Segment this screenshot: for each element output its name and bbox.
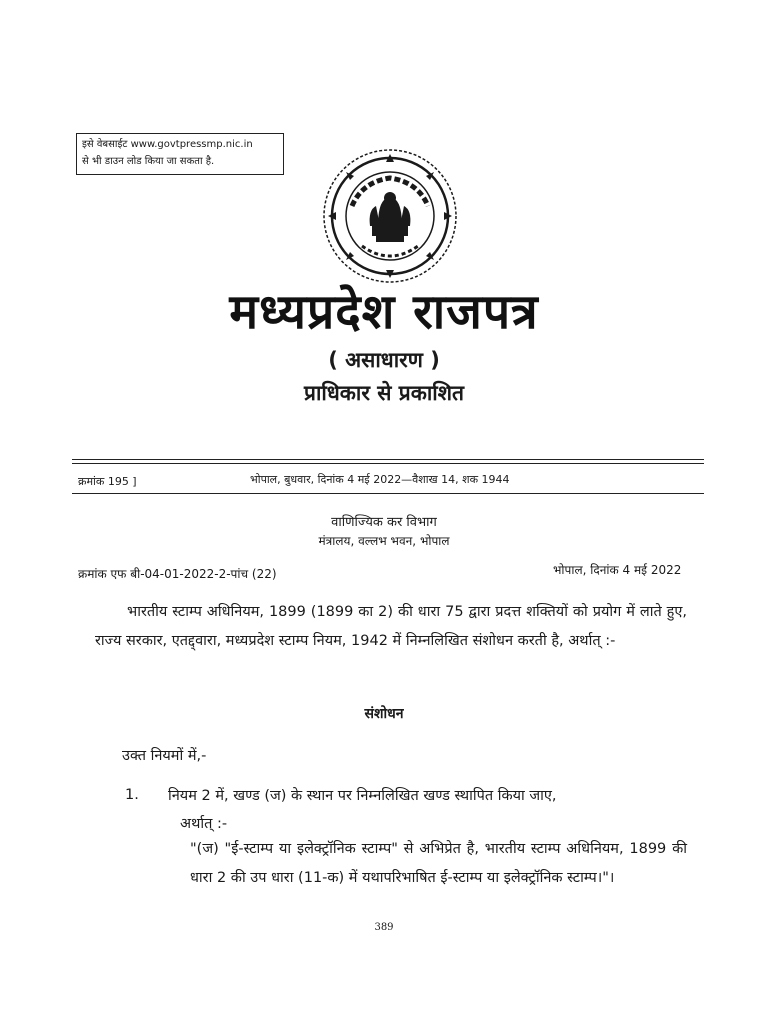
item-text: नियम 2 में, खण्ड (ज) के स्थान पर निम्नलिखित खण्ड स्थापित किया जाए, [168, 788, 557, 804]
top-rule [72, 459, 704, 460]
item-continuation: अर्थात् :- [180, 816, 228, 832]
gazette-authority: प्राधिकार से प्रकाशित [304, 381, 464, 405]
notice-line-2: से भी डाउन लोड किया जा सकता है. [82, 156, 215, 167]
notice-line-1: इसे वेबसाईट www.govtpressmp.nic.in [82, 139, 253, 150]
department-name: वाणिज्यिक कर विभाग [331, 515, 437, 530]
order-number: क्रमांक एफ बी-04-01-2022-2-पांच (22) [78, 567, 277, 581]
ministry-address: मंत्रालय, वल्लभ भवन, भोपाल [318, 534, 450, 548]
amendment-intro: उक्त नियमों में,- [122, 748, 207, 764]
amendment-heading: संशोधन [364, 706, 404, 722]
gazette-subtitle: ( असाधारण ) [328, 348, 440, 372]
item-number: 1. [125, 787, 139, 803]
state-emblem-icon [322, 148, 458, 284]
top-rule-inner [72, 463, 704, 464]
quoted-clause: "(ज) "ई-स्टाम्प या इलेक्ट्रॉनिक स्टाम्प" से अभिप्रेत है, भारतीय स्टाम्प अधिनियम, 1899 की धारा 2 की उप धारा (11-क) में यथापरिभाषित ई-स्टाम्प या इलेक्ट्रॉनिक स्टाम्प।"। [190, 841, 687, 886]
body-paragraph: भारतीय स्टाम्प अधिनियम, 1899 (1899 का 2) की धारा 75 द्वारा प्रदत्त शक्तियों को प्रयोग में लाते हुए, राज्य सरकार, एतद्द्वारा, मध्यप्रदेश स्टाम्प नियम, 1942 में निम्नलिखित संशोधन करती है, अर्थात् :- [95, 604, 687, 649]
issue-number: क्रमांक 195 ] [78, 475, 137, 488]
website-notice-box [76, 133, 284, 175]
bottom-rule [72, 493, 704, 494]
page-number: 389 [374, 922, 394, 933]
issue-date: भोपाल, बुधवार, दिनांक 4 मई 2022—वैशाख 14, शक 1944 [250, 473, 510, 486]
gazette-title: मध्यप्रदेश राजपत्र [229, 284, 539, 340]
order-date: भोपाल, दिनांक 4 मई 2022 [553, 563, 682, 577]
